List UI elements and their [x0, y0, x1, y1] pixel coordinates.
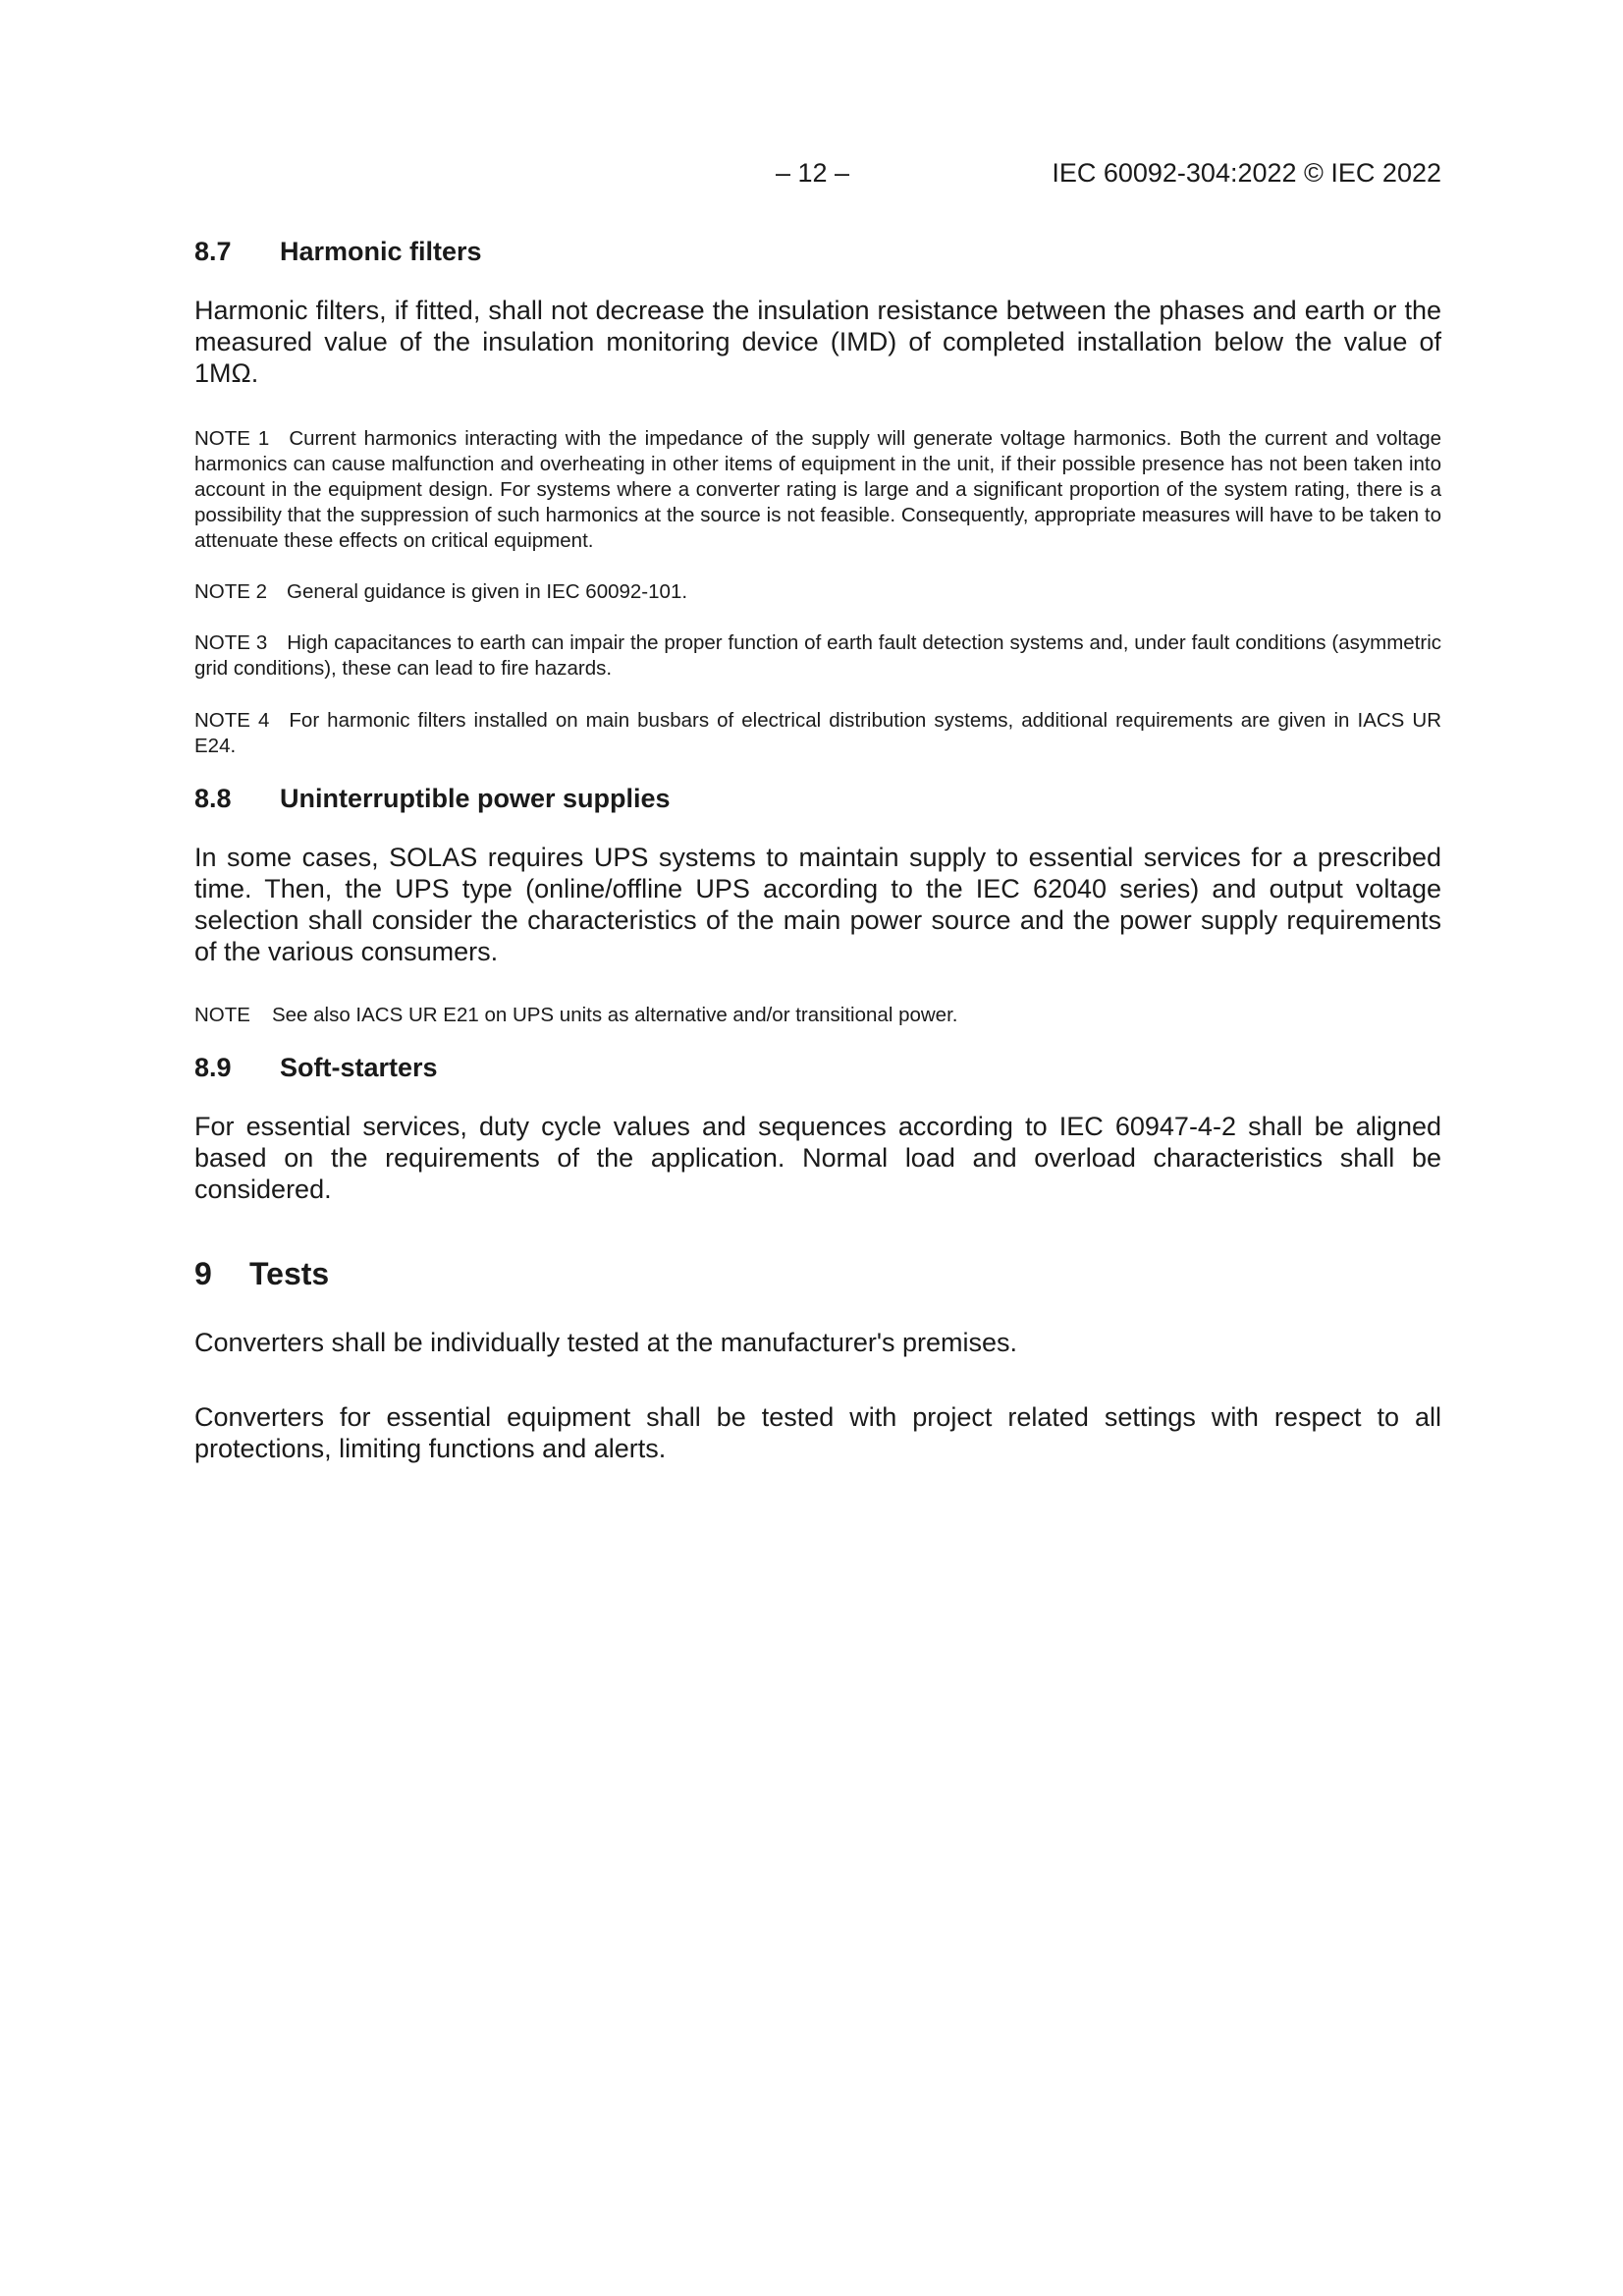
note-label: NOTE — [194, 1004, 250, 1026]
heading-8-7 — [194, 234, 1441, 269]
heading-9 — [194, 1254, 1441, 1293]
heading-8-9 — [194, 1050, 1441, 1085]
document-reference: IEC 60092-304:2022 © IEC 2022 — [1052, 158, 1441, 188]
note-text: See also IACS UR E21 on UPS units as alternative and/or transitional power. — [271, 1004, 958, 1026]
note-text: Current harmonics interacting with the impedance of the supply will generate voltage harmonics. Both the current and voltage harmonics can cause malfunction and overheating in other items of equipment in the unit, if their possible presence has not been taken into account in the equipment design. For systems where a converter rating is large and a significant proportion of the system rating, there is a possibility that the suppression of such harmonics at the source is not feasible. Consequently, appropriate measures will have to be taken to attenuate these effects on critical equipment. — [194, 427, 1441, 552]
page-number: – 12 – — [776, 158, 850, 188]
heading-8-8 — [194, 781, 1441, 816]
note-label: NOTE 1 — [194, 427, 270, 450]
section-number: 9 — [194, 1256, 212, 1291]
paragraph-ups: In some cases, SOLAS requires UPS systems to maintain supply to essential services for a prescribed time. Then, the UPS type (online/offline UPS according to the IEC 62040 series) and output voltage selection shall consider the characteristics of the main power source and the power supply requirements of the various consumers. — [194, 843, 1441, 966]
note-4 — [194, 708, 1441, 759]
note-3 — [194, 630, 1441, 682]
section-number: 8.8 — [194, 784, 232, 813]
section-title: Soft-starters — [280, 1053, 438, 1082]
page-header — [0, 155, 1623, 191]
page-content — [194, 234, 1441, 1464]
paragraph-soft-starters: For essential services, duty cycle values and sequences according to IEC 60947-4-2 shall be aligned based on the requirements of the application. Normal load and overload characteristics shall be considered. — [194, 1112, 1441, 1204]
section-number: 8.9 — [194, 1053, 232, 1082]
note-text: For harmonic filters installed on main busbars of electrical distribution systems, additional requirements are given in IACS UR E24. — [194, 709, 1441, 757]
section-title: Uninterruptible power supplies — [280, 784, 671, 813]
note-text: General guidance is given in IEC 60092-101. — [287, 580, 688, 603]
note-text: High capacitances to earth can impair the proper function of earth fault detection systems and, under fault conditions (asymmetric grid conditions), these can lead to fire hazards. — [194, 631, 1442, 680]
section-title: Tests — [249, 1256, 330, 1291]
note-label: NOTE 3 — [194, 631, 268, 654]
note-label: NOTE 4 — [194, 709, 270, 732]
note-2 — [194, 579, 1441, 605]
paragraph-tests-2: Converters for essential equipment shall be tested with project related settings with respect to all protections, limiting functions and alerts. — [194, 1402, 1441, 1463]
section-number: 8.7 — [194, 237, 232, 266]
note-ups — [194, 1003, 1441, 1028]
note-label: NOTE 2 — [194, 580, 268, 603]
paragraph-tests-1: Converters shall be individually tested at the manufacturer's premises. — [194, 1328, 1018, 1357]
note-1 — [194, 426, 1441, 554]
paragraph-harmonic-filters: Harmonic filters, if fitted, shall not decrease the insulation resistance between the phases and earth or the measured value of the insulation monitoring device (IMD) of completed installation below the value of 1MΩ. — [194, 296, 1441, 388]
section-title: Harmonic filters — [280, 237, 482, 266]
